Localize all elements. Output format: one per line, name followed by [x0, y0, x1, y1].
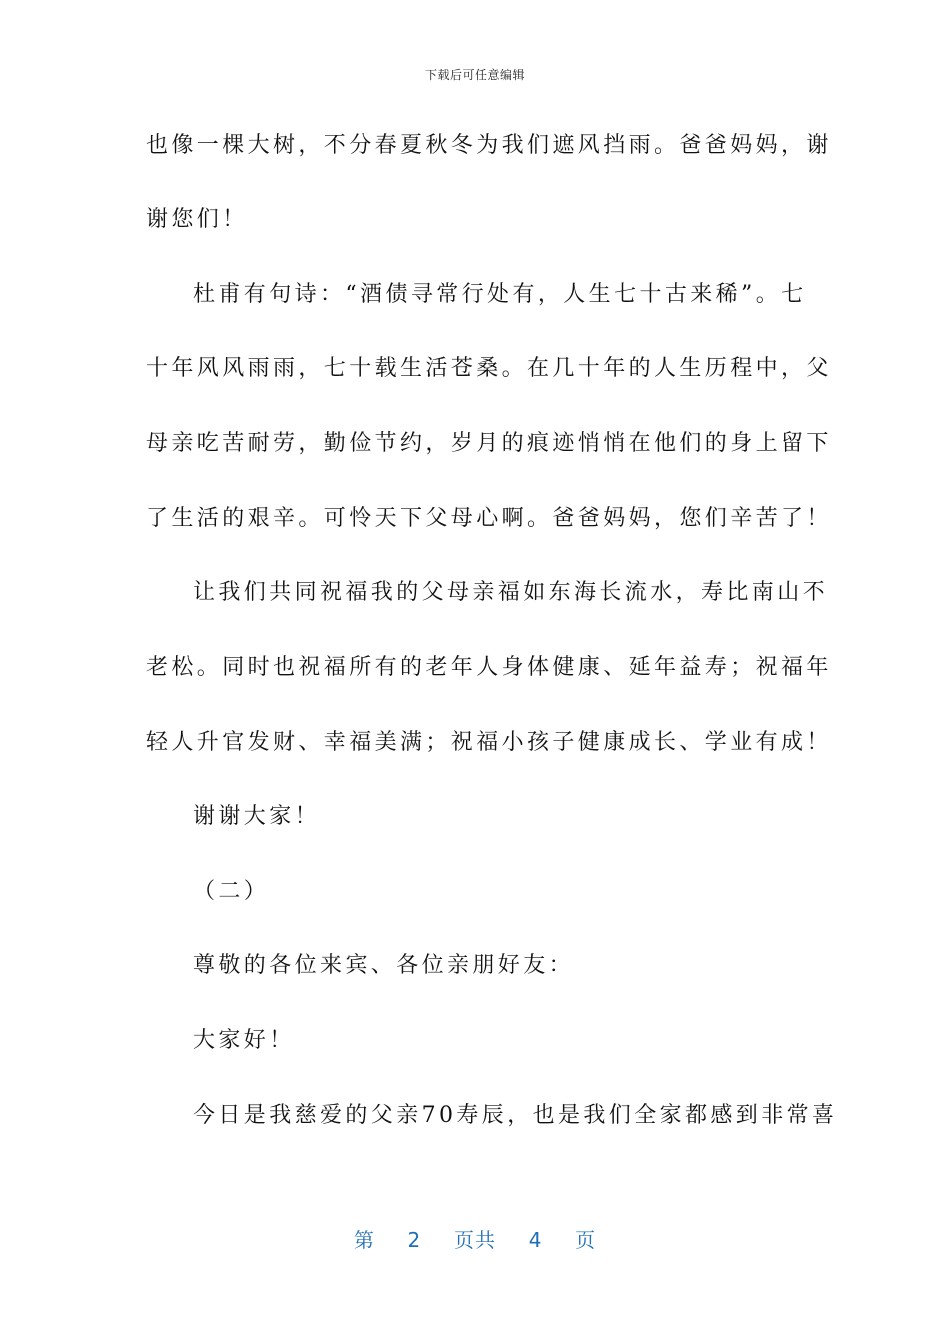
- footer-ye-gong: 页共: [454, 1228, 496, 1252]
- section-heading: （二）: [193, 879, 270, 904]
- page-header: 下载后可任意编辑: [424, 68, 525, 82]
- paragraph-line: 母亲吃苦耐劳，勤俭节约，岁月的痕迹悄悄在他们的身上留下: [146, 431, 832, 456]
- greeting-line: 大家好！: [193, 1028, 295, 1053]
- salutation-line: 尊敬的各位来宾、各位亲朋好友：: [193, 953, 575, 978]
- paragraph-line: 谢您们！: [146, 207, 248, 232]
- paragraph-line: 轻人升官发财、幸福美满；祝福小孩子健康成长、学业有成！: [146, 730, 832, 755]
- paragraph-line: 了生活的艰辛。可怜天下父母心啊。爸爸妈妈，您们辛苦了！: [146, 506, 832, 531]
- footer-ye: 页: [575, 1228, 597, 1252]
- footer-di: 第: [353, 1228, 375, 1252]
- page-number-footer: [0, 1224, 950, 1253]
- paragraph-line: 老松。同时也祝福所有的老年人身体健康、延年益寿；祝福年: [146, 655, 832, 680]
- paragraph-line: 今日是我慈爱的父亲70寿辰，也是我们全家都感到非常喜: [193, 1103, 838, 1128]
- total-page-number: 4: [528, 1228, 543, 1252]
- paragraph-line: 谢谢大家！: [193, 804, 321, 829]
- paragraph-line: 十年风风雨雨，七十载生活苍桑。在几十年的人生历程中，父: [146, 356, 832, 381]
- paragraph-line: 杜甫有句诗：“酒债寻常行处有，人生七十古来稀”。七: [193, 282, 807, 307]
- current-page-number: 2: [407, 1228, 422, 1252]
- paragraph-line: 让我们共同祝福我的父母亲福如东海长流水，寿比南山不: [193, 580, 829, 605]
- paragraph-line: 也像一棵大树，不分春夏秋冬为我们遮风挡雨。爸爸妈妈，谢: [146, 133, 832, 158]
